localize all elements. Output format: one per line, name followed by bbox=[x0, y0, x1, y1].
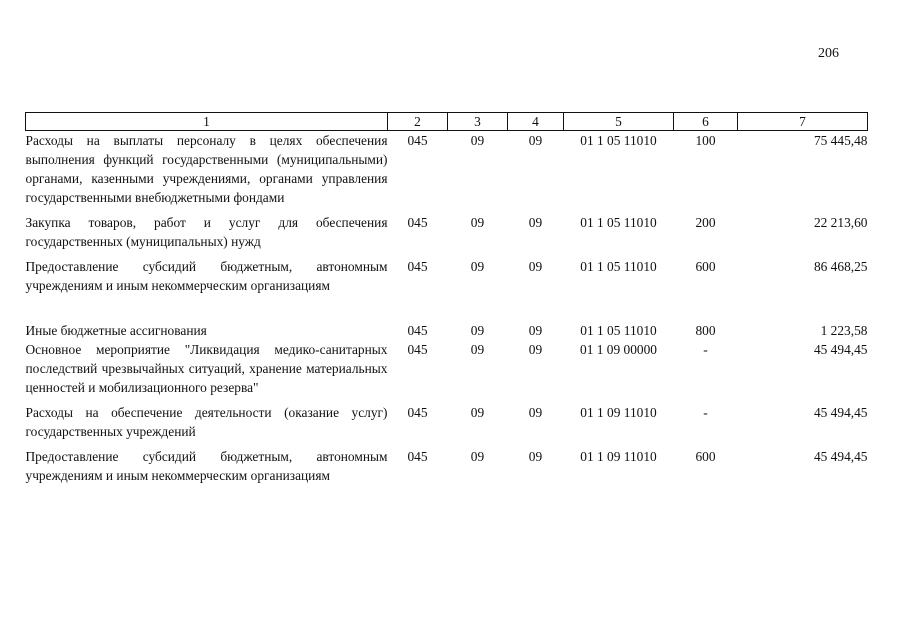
row-description: Расходы на обеспечение деятельности (оказание услуг) государственных учреждений bbox=[25, 405, 388, 439]
row-col-4: 09 bbox=[528, 215, 543, 230]
row-col-4: 09 bbox=[528, 405, 543, 420]
row-col-2: 045 bbox=[407, 405, 428, 420]
column-header-1: 1 bbox=[26, 113, 388, 131]
row-col-5: 01 1 09 11010 bbox=[580, 405, 657, 420]
row-description: Закупка товаров, работ и услуг для обеспечения государственных (муниципальных) нужд bbox=[25, 215, 388, 249]
row-col-3: 09 bbox=[470, 342, 485, 357]
row-col-6: 600 bbox=[695, 449, 716, 464]
table-row bbox=[26, 257, 868, 321]
row-amount: 45 494,45 bbox=[813, 449, 868, 464]
row-col-2: 045 bbox=[407, 215, 428, 230]
row-col-6: - bbox=[703, 405, 708, 420]
row-col-6: 200 bbox=[695, 215, 716, 230]
table-row bbox=[26, 447, 868, 485]
row-col-3: 09 bbox=[470, 133, 485, 148]
column-header-4: 4 bbox=[508, 113, 564, 131]
row-col-4: 09 bbox=[528, 449, 543, 464]
row-col-6: 100 bbox=[695, 133, 716, 148]
row-col-2: 045 bbox=[407, 323, 428, 338]
table-row bbox=[26, 340, 868, 403]
row-col-2: 045 bbox=[407, 342, 428, 357]
row-col-3: 09 bbox=[470, 259, 485, 274]
row-col-3: 09 bbox=[470, 449, 485, 464]
row-col-6: - bbox=[703, 342, 708, 357]
row-amount: 45 494,45 bbox=[813, 405, 868, 420]
row-col-3: 09 bbox=[470, 323, 485, 338]
row-description: Иные бюджетные ассигнования bbox=[25, 323, 207, 338]
table-row bbox=[26, 321, 868, 340]
column-header-7: 7 bbox=[738, 113, 868, 131]
row-amount: 75 445,48 bbox=[813, 133, 868, 148]
row-description: Основное мероприятие "Ликвидация медико-санитарных последствий чрезвычайных ситуаций, хранение материальных ценностей и мобилизационного резерва" bbox=[25, 342, 388, 395]
table-row bbox=[26, 131, 868, 214]
row-col-2: 045 bbox=[407, 449, 428, 464]
row-amount: 1 223,58 bbox=[820, 323, 868, 338]
row-col-5: 01 1 09 11010 bbox=[580, 449, 657, 464]
row-col-5: 01 1 05 11010 bbox=[580, 215, 657, 230]
row-col-6: 800 bbox=[695, 323, 716, 338]
row-amount: 22 213,60 bbox=[813, 215, 868, 230]
budget-table bbox=[25, 112, 868, 485]
row-amount: 86 468,25 bbox=[813, 259, 868, 274]
row-col-5: 01 1 05 11010 bbox=[580, 133, 657, 148]
row-amount: 45 494,45 bbox=[813, 342, 868, 357]
row-col-3: 09 bbox=[470, 215, 485, 230]
row-col-5: 01 1 05 11010 bbox=[580, 259, 657, 274]
row-col-5: 01 1 05 11010 bbox=[580, 323, 657, 338]
row-description: Предоставление субсидий бюджетным, автономным учреждениям и иным некоммерческим организациям bbox=[25, 449, 388, 483]
row-col-6: 600 bbox=[695, 259, 716, 274]
row-col-4: 09 bbox=[528, 342, 543, 357]
row-col-2: 045 bbox=[407, 259, 428, 274]
row-col-4: 09 bbox=[528, 259, 543, 274]
row-description: Предоставление субсидий бюджетным, автономным учреждениям и иным некоммерческим организациям bbox=[25, 259, 388, 293]
row-col-4: 09 bbox=[528, 323, 543, 338]
page-number: 206 bbox=[818, 46, 839, 61]
table-header-row bbox=[26, 113, 868, 131]
row-col-2: 045 bbox=[407, 133, 428, 148]
column-header-5: 5 bbox=[564, 113, 674, 131]
column-header-3: 3 bbox=[448, 113, 508, 131]
column-header-2: 2 bbox=[388, 113, 448, 131]
column-header-6: 6 bbox=[674, 113, 738, 131]
row-col-4: 09 bbox=[528, 133, 543, 148]
table-row bbox=[26, 403, 868, 447]
row-col-3: 09 bbox=[470, 405, 485, 420]
row-description: Расходы на выплаты персоналу в целях обеспечения выполнения функций государственными (муниципальными) органами, казенными учреждениями, органами управления государственными внебюджетными фондами bbox=[25, 133, 388, 205]
row-col-5: 01 1 09 00000 bbox=[580, 342, 657, 357]
table-row bbox=[26, 213, 868, 257]
